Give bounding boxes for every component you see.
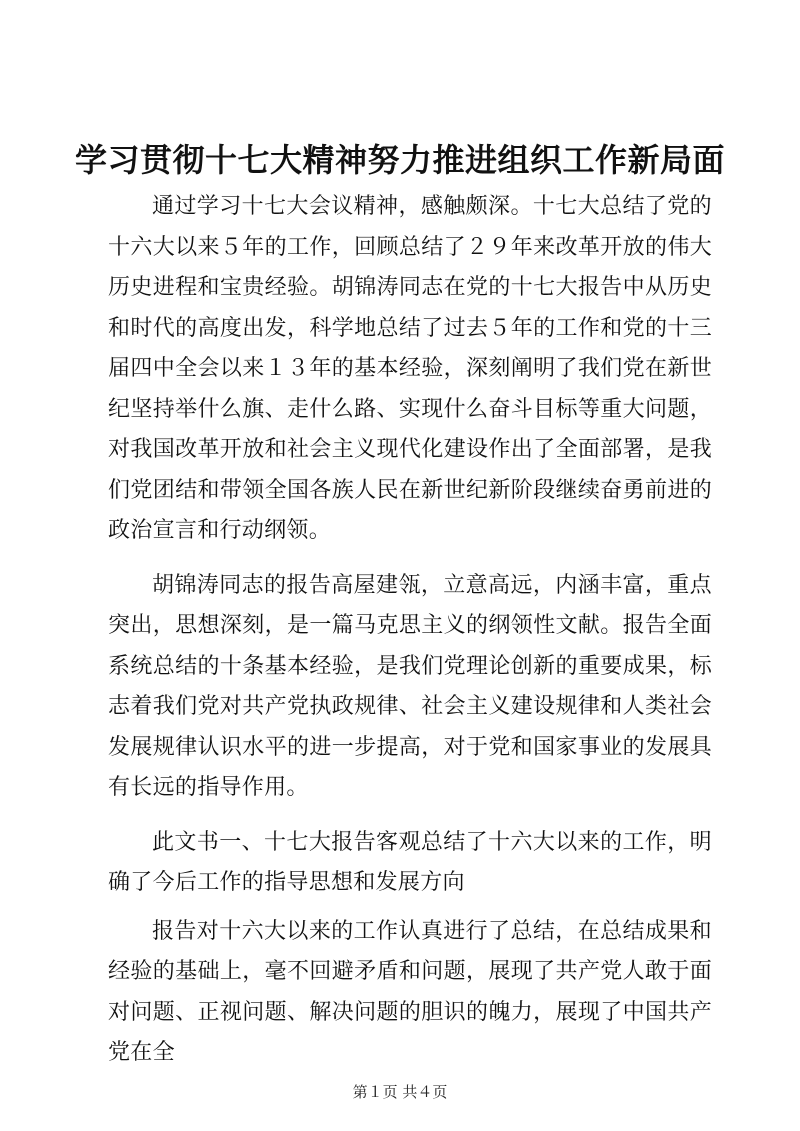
paragraph-2: 胡锦涛同志的报告高屋建瓴，立意高远，内涵丰富，重点突出，思想深刻，是一篇马克思主义的纲领性文献。报告全面系统总结的十条基本经验，是我们党理论创新的重要成果，标志着我们党对共产党执政规律、社会主义建设规律和人类社会发展规律认识水平的进一步提高，对于党和国家事业的发展具有长远的指导作用。: [108, 572, 712, 800]
paragraph-4: 报告对十六大以来的工作认真进行了总结，在总结成果和经验的基础上，毫不回避矛盾和问题，展现了共产党人敢于面对问题、正视问题、解决问题的胆识的魄力，展现了中国共产党在全: [108, 918, 712, 1065]
paragraph-1: 通过学习十七大会议精神，感触颇深。十七大总结了党的十六大以来５年的工作，回顾总结了２９年来改革开放的伟大历史进程和宝贵经验。胡锦涛同志在党的十七大报告中从历史和时代的高度出发，科学地总结了过去５年的工作和党的十三届四中全会以来１３年的基本经验，深刻阐明了我们党在新世纪坚持举什么旗、走什么路、实现什么奋斗目标等重大问题，对我国改革开放和社会主义现代化建设作出了全面部署，是我们党团结和带领全国各族人民在新世纪新阶段继续奋勇前进的政治宣言和行动纲领。: [108, 194, 712, 543]
page-footer: 第１页 共４页: [352, 1083, 448, 1101]
document-body: [108, 187, 712, 1088]
document-title: 学习贯彻十七大精神努力推进组织工作新局面: [74, 141, 725, 179]
paragraph-3: 此文书一、十七大报告客观总结了十六大以来的工作，明确了今后工作的指导思想和发展方向: [108, 829, 712, 895]
